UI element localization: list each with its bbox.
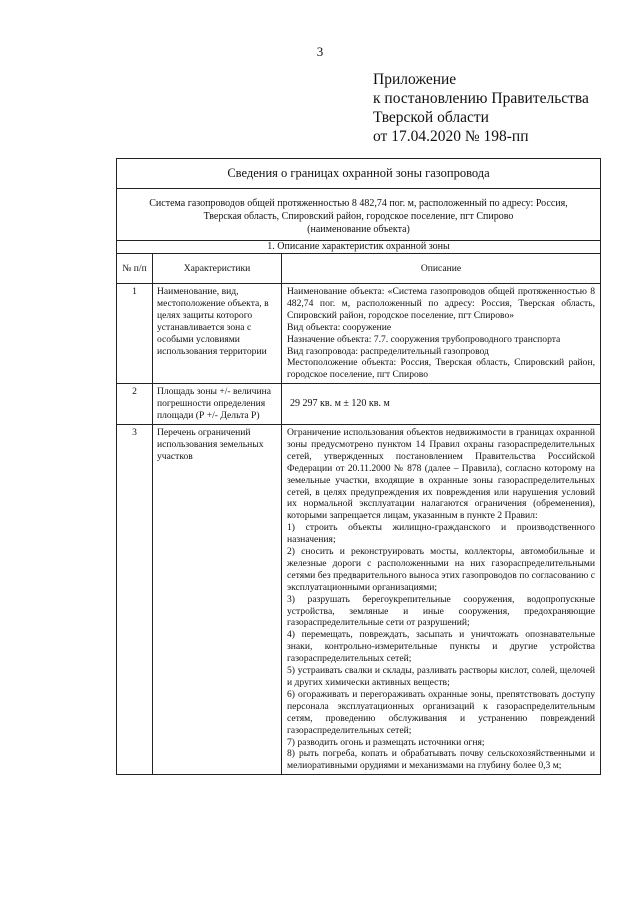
restriction-item: 4) перемещать, повреждать, засыпать и уничтожать опознавательные знаки, контрольно-измерительные пункты и другие устройства газораспределительных сетей; — [287, 629, 596, 665]
object-name-caption: (наименование объекта) — [307, 224, 410, 235]
area-value: 29 297 кв. м ± 120 кв. м — [282, 384, 601, 425]
description-line: Местоположение объекта: Россия, Тверская область, Спировский район, городское поселение, пгт Спирово — [287, 357, 596, 381]
row-characteristic: Площадь зоны +/- величина погрешности определения площади (Р +/- Дельта Р) — [153, 384, 282, 425]
header-characteristics: Характеристики — [153, 254, 282, 284]
row-characteristic: Перечень ограничений использования земельных участков — [153, 424, 282, 774]
description-paragraph: Ограничение использования объектов недвижимости в границах охранной зоны предусмотрено пунктом 14 Правил охраны газораспределительных сетей, утвержденных постановлением Правительства Российской Федерации от 20.11.2000 № 878 (далее – Правила), согласно которому на земельные участки, входящие в охранные зоны газораспределительных сетей, в целях предупреждения их повреждения или нарушения условий их нормальной эксплуатации налагаются ограничения (обременения), которыми запрещается лицам, указанным в пункте 2 Правил: — [287, 426, 596, 522]
restriction-item: 1) строить объекты жилищно-гражданского и производственного назначения; — [287, 522, 596, 546]
appendix-block — [373, 70, 589, 146]
restriction-item: 6) огораживать и перегораживать охранные зоны, препятствовать доступу персонала эксплуатационных организаций к газораспределительным сетям, проведению обслуживания и устранению повреждений газораспределительных сетей; — [287, 688, 596, 736]
restriction-item: 5) устраивать свалки и склады, разливать растворы кислот, солей, щелочей и других химически активных веществ; — [287, 665, 596, 688]
system-line: Тверская область, Спировский район, городское поселение, пгт Спирово — [203, 211, 514, 222]
appendix-line: к постановлению Правительства — [373, 90, 589, 107]
restriction-item: 2) сносить и реконструировать мосты, коллекторы, автомобильные и железные дороги с расположенными на них газораспределительными сетями без предварительного выноса этих газопроводов по согласованию с эксплуатационными организациями; — [287, 546, 596, 593]
section-title: 1. Описание характеристик охранной зоны — [117, 241, 601, 254]
table-row — [117, 284, 601, 384]
appendix-line: Тверской области — [373, 109, 489, 126]
row-number: 2 — [117, 384, 153, 425]
description-line: Назначение объекта: 7.7. сооружения трубопроводного транспорта — [287, 333, 561, 345]
row-description — [282, 284, 601, 384]
table-row — [117, 384, 601, 425]
table-row — [117, 424, 601, 774]
row-description — [282, 424, 601, 774]
row-number: 3 — [117, 424, 153, 774]
restriction-item: 8) рыть погреба, копать и обрабатывать почву сельскохозяйственными и мелиоративными орудиями и механизмами на глубину более 0,3 м; — [287, 748, 596, 772]
row-characteristic: Наименование, вид, местоположение объекта, в целях защиты которого устанавливается зона с особыми условиями использования территории — [153, 284, 282, 384]
restriction-item: 3) разрушать берегоукрепительные сооружения, водопропускные устройства, земляные и иные сооружения, предохраняющие газораспределительные сети от разрушений; — [287, 593, 596, 629]
page-number: 3 — [316, 44, 324, 59]
description-line: Вид объекта: сооружение — [287, 321, 392, 333]
appendix-date-line: от 17.04.2020 № 198-пп — [373, 128, 529, 145]
zone-info-table — [116, 158, 601, 775]
header-description: Описание — [282, 254, 601, 284]
row-number: 1 — [117, 284, 153, 384]
description-line: Наименование объекта: «Система газопроводов общей протяженностью 8 482,74 пог. м, расположенный по адресу: Россия, Тверская область, Спировский район, городское поселение, пгт Спирово» — [287, 286, 596, 321]
description-line: Вид газопровода: распределительный газопровод — [287, 345, 489, 357]
restriction-item: 7) разводить огонь и размещать источники огня; — [287, 736, 485, 748]
appendix-line: Приложение — [373, 71, 457, 88]
header-num: № п/п — [117, 254, 153, 284]
table-title: Сведения о границах охранной зоны газопровода — [117, 159, 601, 189]
system-description — [117, 189, 601, 241]
system-line: Система газопроводов общей протяженностью 8 482,74 пог. м, расположенный по адресу: Россия, — [149, 198, 568, 209]
